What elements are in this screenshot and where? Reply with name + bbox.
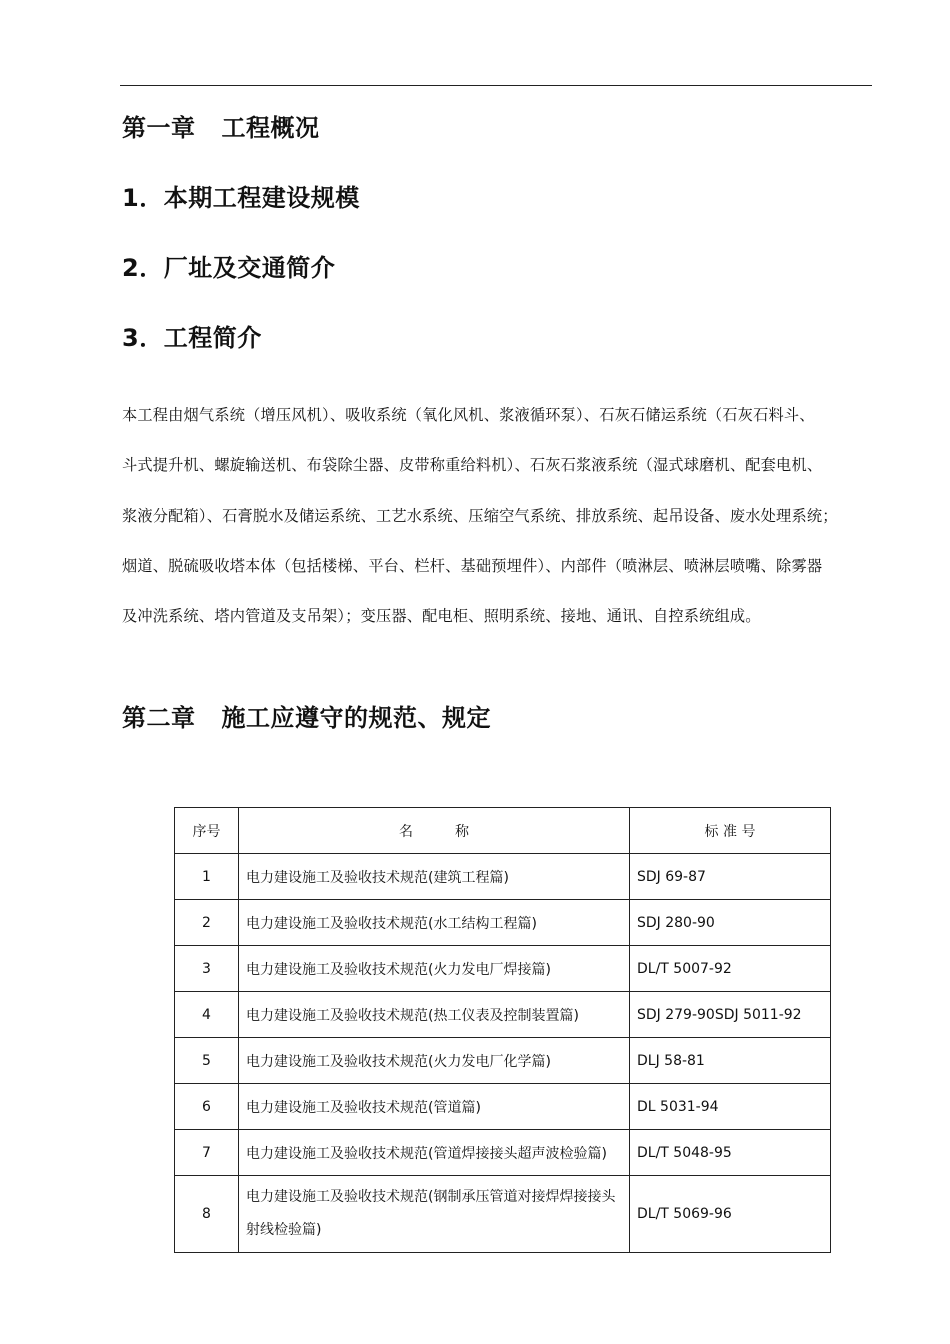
- row-no: 4: [175, 992, 239, 1038]
- section-2-heading: 2．厂址及交通简介: [122, 254, 336, 282]
- table-row: [175, 1084, 831, 1130]
- table-row: [175, 900, 831, 946]
- header-no: 序号: [175, 808, 239, 854]
- row-no: 2: [175, 900, 239, 946]
- project-intro-paragraph: [122, 390, 887, 641]
- chapter-1-label: 第一章: [122, 114, 196, 142]
- row-name-line: 射线检验篇): [246, 1222, 322, 1238]
- intro-line: 烟道、脱硫吸收塔本体（包括楼梯、平台、栏杆、基础预埋件）、内部件（喷淋层、喷淋层喷嘴、除雾器: [122, 556, 823, 575]
- header-rule: [120, 85, 872, 86]
- chapter-1-title: 工程概况: [221, 114, 320, 142]
- row-name: 电力建设施工及验收技术规范(水工结构工程篇): [239, 900, 630, 946]
- section-1-heading: 1．本期工程建设规模: [122, 184, 360, 212]
- row-no: 8: [175, 1176, 239, 1253]
- row-name: 电力建设施工及验收技术规范(火力发电厂化学篇): [239, 1038, 630, 1084]
- header-code: 标 准 号: [630, 808, 831, 854]
- table-row: [175, 1130, 831, 1176]
- row-code: DL/T 5069-96: [630, 1176, 831, 1253]
- row-no: 5: [175, 1038, 239, 1084]
- table-row: [175, 1176, 831, 1253]
- intro-line: 浆液分配箱）、石膏脱水及储运系统、工艺水系统、压缩空气系统、排放系统、起吊设备、废水处理系统；: [122, 506, 838, 525]
- row-code: DLJ 58-81: [630, 1038, 831, 1084]
- intro-line: 斗式提升机、螺旋输送机、布袋除尘器、皮带称重给料机）、石灰石浆液系统（湿式球磨机、配套电机、: [122, 456, 823, 475]
- standards-table: [174, 807, 831, 1253]
- row-code: SDJ 280-90: [630, 900, 831, 946]
- chapter-2-title: 施工应遵守的规范、规定: [221, 704, 491, 732]
- row-no: 7: [175, 1130, 239, 1176]
- row-no: 1: [175, 854, 239, 900]
- row-name: 电力建设施工及验收技术规范(管道篇): [239, 1084, 630, 1130]
- row-name: 电力建设施工及验收技术规范(热工仪表及控制装置篇): [239, 992, 630, 1038]
- row-name: 电力建设施工及验收技术规范(火力发电厂焊接篇): [239, 946, 630, 992]
- row-name: 电力建设施工及验收技术规范(管道焊接接头超声波检验篇): [239, 1130, 630, 1176]
- row-name: 电力建设施工及验收技术规范(建筑工程篇): [239, 854, 630, 900]
- chapter-2-heading: [122, 698, 491, 733]
- row-code: DL/T 5007-92: [630, 946, 831, 992]
- row-name: [239, 1176, 630, 1253]
- table-row: [175, 992, 831, 1038]
- chapter-1-heading: [122, 108, 320, 143]
- row-code: DL/T 5048-95: [630, 1130, 831, 1176]
- row-code: DL 5031-94: [630, 1084, 831, 1130]
- table-header-row: [175, 808, 831, 854]
- table-row: [175, 946, 831, 992]
- section-3-heading: 3．工程简介: [122, 324, 262, 352]
- row-name-line: 电力建设施工及验收技术规范(钢制承压管道对接焊焊接接头: [246, 1189, 616, 1205]
- row-code: SDJ 279-90SDJ 5011-92: [630, 992, 831, 1038]
- intro-line: 本工程由烟气系统（增压风机）、吸收系统（氧化风机、浆液循环泵）、石灰石储运系统（石灰石料斗、: [122, 406, 815, 424]
- header-name: 名 称: [239, 808, 630, 854]
- row-no: 6: [175, 1084, 239, 1130]
- chapter-2-label: 第二章: [122, 704, 196, 732]
- intro-line: 及冲洗系统、塔内管道及支吊架）；变压器、配电柜、照明系统、接地、通讯、自控系统组成。: [122, 607, 761, 626]
- row-no: 3: [175, 946, 239, 992]
- row-code: SDJ 69-87: [630, 854, 831, 900]
- table-row: [175, 854, 831, 900]
- table-row: [175, 1038, 831, 1084]
